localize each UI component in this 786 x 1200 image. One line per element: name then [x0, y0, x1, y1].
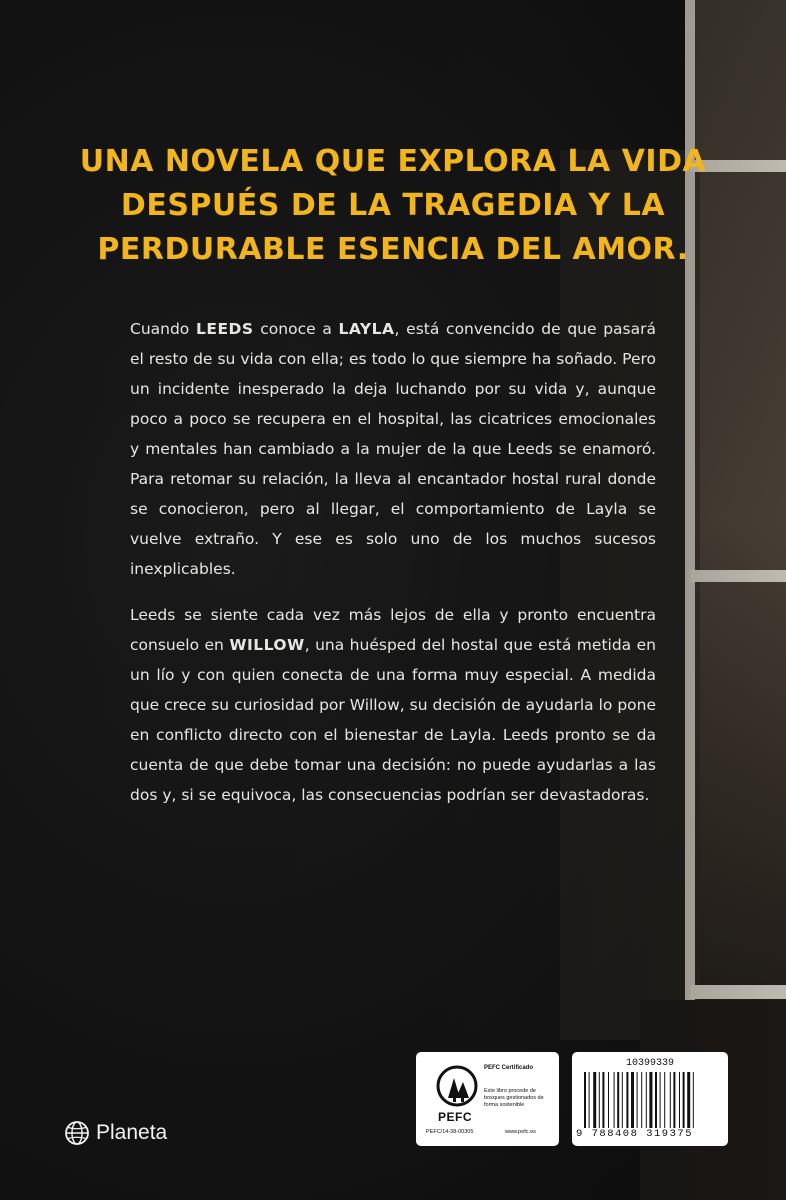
- barcode-bar: [617, 1072, 619, 1128]
- barcode-label: [572, 1052, 728, 1146]
- publisher-name: Planeta: [96, 1121, 168, 1144]
- publisher-logo: [64, 1120, 167, 1146]
- pefc-description: Este libro procede de bosques gestionados de forma sostenible: [484, 1088, 544, 1108]
- barcode-bar: [589, 1072, 590, 1128]
- barcode-bar: [599, 1072, 600, 1128]
- barcode-number: 10399339: [625, 1058, 674, 1069]
- barcode-bar: [670, 1072, 671, 1128]
- character-name: LEEDS: [196, 320, 254, 338]
- synopsis-text: conoce a: [253, 320, 339, 338]
- barcode-bar: [660, 1072, 661, 1128]
- barcode-bar: [646, 1072, 647, 1128]
- synopsis-paragraph: [130, 314, 656, 584]
- synopsis-text: , está convencido de que pasará el resto de su vida con ella; es todo lo que siempre ha soñado. Pero un incidente inesperado la deja luchando por su vida y, aunque poco a poco se recupera en el hospital, las cicatrices emocionales y mentales han cambiado a la mujer de la que Leeds se enamoró. Para retomar su relación, la lleva al encantador hostal rural donde se conocieron, pero al llegar, el comportamiento de Layla se vuelve extraño. Y ese es solo uno de los muchos sucesos inexplicables.: [130, 320, 657, 578]
- pefc-title: PEFC Certificado: [484, 1065, 534, 1071]
- headline-line: DESPUÉS DE LA TRAGEDIA Y LA: [120, 188, 666, 223]
- synopsis-paragraph: [130, 600, 656, 810]
- headline-line: PERDURABLE ESENCIA DEL AMOR.: [97, 232, 689, 267]
- ean-number: 9 788408 319375: [576, 1128, 694, 1140]
- barcode-bar: [614, 1072, 615, 1128]
- synopsis-text: Cuando: [130, 320, 196, 338]
- barcode-bar: [693, 1072, 694, 1128]
- pefc-label: [416, 1052, 559, 1146]
- barcode-bar: [673, 1072, 675, 1128]
- barcode-bar: [649, 1072, 652, 1128]
- barcode-bar: [687, 1072, 690, 1128]
- pefc-url: www.pefc.es: [505, 1129, 536, 1135]
- synopsis: [130, 314, 656, 826]
- barcode-bar: [683, 1072, 685, 1128]
- barcode-bar: [655, 1072, 657, 1128]
- barcode-bar: [602, 1072, 604, 1128]
- globe-icon: [64, 1120, 90, 1146]
- synopsis-text: Leeds se siente cada vez más lejos de ella y pronto encuentra consuelo en: [130, 606, 656, 654]
- barcode-bar: [608, 1072, 609, 1128]
- barcode-bar: [622, 1072, 623, 1128]
- pefc-tree-icon: [436, 1064, 478, 1108]
- barcode-bar: [631, 1072, 634, 1128]
- headline: [60, 140, 726, 272]
- character-name: WILLOW: [229, 636, 305, 654]
- pefc-mark: PEFC: [438, 1110, 473, 1124]
- synopsis-text: , una huésped del hostal que está metida en un lío y con quien conecta de una forma muy especial. A medida que crece su curiosidad por Willow, su decisión de ayudarla lo pone en conflicto directo con el bienestar de Layla. Leeds pronto se da cuenta de que debe tomar una decisión: no puede ayudarlas a las dos y, si se equivoca, las consecuencias podrían ser devastadoras.: [130, 636, 656, 804]
- headline-line: UNA NOVELA QUE EXPLORA LA VIDA: [79, 144, 707, 179]
- barcode-bar: [641, 1072, 642, 1128]
- barcode-bar: [679, 1072, 680, 1128]
- character-name: LAYLA: [338, 320, 395, 338]
- barcode-bar: [637, 1072, 638, 1128]
- barcode-bar: [626, 1072, 628, 1128]
- barcode-bar: [584, 1072, 586, 1128]
- barcode-bar: [664, 1072, 665, 1128]
- barcode-bar: [593, 1072, 596, 1128]
- pefc-code: PEFC/14-38-00305: [426, 1129, 474, 1135]
- barcode-bars: [584, 1072, 718, 1128]
